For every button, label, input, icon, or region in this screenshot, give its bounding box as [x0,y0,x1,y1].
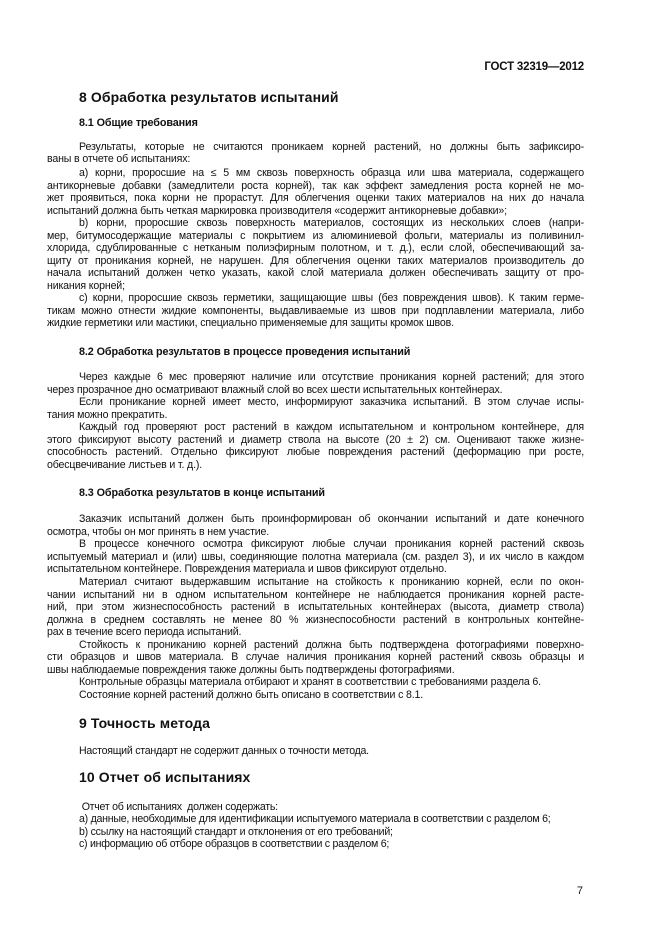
paragraph-line: b) корни, проросшие сквозь поверхность материалов, состоящих из нескольких слоев (напри- [79,217,584,229]
paragraph-line: осмотра, чтобы он мог принять в нем участие. [47,526,270,538]
paragraph-line: испытаний должна быть четкая маркировка производителя «содержит антикорневые добавки»; [47,205,507,217]
paragraph-line: испытательном контейнере. Повреждения материала и швов фиксируют отдельно. [47,563,447,575]
paragraph-line: Состояние корней растений должно быть описано в соответствии с 8.1. [79,689,424,701]
paragraph-line: Стойкость к прониканию корней растений должна быть подтверждена фотографиями поверхно- [79,639,584,651]
paragraph-line: Через каждые 6 мес проверяют наличие или отсутствие проникания корней растений; для этого [79,371,584,383]
paragraph-line: должна в среднем составлять не менее 80 % жизнеспособности растений в контрольных контейне- [47,614,584,626]
paragraph-line: тания можно прекратить. [47,409,168,421]
paragraph-line: хлорида, сдублированные с нетканым полиэфирным полотном, и т. д.), если слой, обеспечивающий за- [47,242,584,254]
section-8-title: 8 Обработка результатов испытаний [79,89,339,105]
section-8-2-title: 8.2 Обработка результатов в процессе проведения испытаний [79,346,411,358]
paragraph-line: антикорневые добавки (замедлители роста корней), так как эффект замедления роста корней не мо- [47,180,584,192]
list-item: а) данные, необходимые для идентификации испытуемого материала в соответствии с разделом 6; [79,813,551,825]
paragraph-line: ний, при этом жизнеспособность растений в испытательных контейнерах (высота, диаметр ствола) [47,601,584,613]
paragraph-line: жет проявиться, пока корни не прорастут. Для облегчения оценки таких материалов на них до начала [47,192,584,204]
paragraph-line: испытуемый материал и (или) швы, соединяющие полотна материала (см. раздел 3), и их число в каждом [47,551,584,563]
paragraph-line: жидкие герметики или мастики, специально применяемые для защиты кромок швов. [47,317,454,329]
paragraph-line: способность растений. Отдельно фиксируют любые повреждения растений (деформацию при росте, [47,446,584,458]
list-item: с) информацию об отборе образцов в соответствии с разделом 6; [79,838,390,850]
paragraph-line: Контрольные образцы материала отбирают и хранят в соответствии с требованиями раздела 6. [79,676,541,688]
document-id-header: ГОСТ 32319—2012 [484,61,584,73]
paragraph-line: мер, битумосодержащие материалы с покрытием из алюминиевой фольги, материалы из поливинил- [47,230,584,242]
paragraph-line: Результаты, которые не считаются проникаем корней растений, но должны быть зафиксиро- [79,141,584,153]
section-8-3-title: 8.3 Обработка результатов в конце испытаний [79,487,325,499]
paragraph-line: обесцвечивание листьев и т. д.). [47,459,203,471]
paragraph-line: с) корни, проросшие сквозь герметики, защищающие швы (без повреждения швов). К таким герме- [79,292,584,304]
paragraph-line: никания корней; [47,280,125,292]
paragraph-line: щиту от проникания корней, не нарушен. Для облегчения оценки таких материалов производитель до [47,255,584,267]
paragraph-line: Если проникание корней имеет место, информируют заказчика испытаний. В этом случае испы- [79,396,584,408]
paragraph-line: через прозрачное дно осматривают влажный слой во всех шести испытательных контейнерах. [47,384,503,396]
paragraph-line: а) корни, проросшие на ≤ 5 мм сквозь поверхность образца или шва материала, содержащего [79,167,584,179]
page-number: 7 [576,885,583,897]
section-10-title: 10 Отчет об испытаниях [79,769,251,785]
paragraph-line: сти образцов и швов материала. В случае наличия проникания корней растений сквозь образцы и [47,651,584,663]
paragraph-line: Каждый год проверяют рост растений в каждом испытательном и контрольном контейнере, для [79,421,584,433]
paragraph-line: швы наблюдаемые повреждения также должны быть подтверждены фотографиями. [47,664,455,676]
paragraph-line: чании испытаний ни в одном испытательном контейнере не наблюдается проникания корней расте- [47,589,584,601]
paragraph-line: Заказчик испытаний должен быть проинформирован об окончании испытаний и дате конечного [79,513,584,525]
paragraph-line: рах в течение всего периода испытаний. [47,626,242,638]
paragraph-line: ваны в отчете об испытаниях: [47,153,191,165]
list-item: b) ссылку на настоящий стандарт и отклонения от его требований; [79,826,393,838]
section-9-title: 9 Точность метода [79,715,211,731]
section-10-intro: Отчет об испытаниях должен содержать: [79,801,278,813]
paragraph-line: В процессе конечного осмотра фиксируют любые случаи проникания корней растений сквозь [79,538,584,550]
section-8-1-title: 8.1 Общие требования [79,117,198,129]
paragraph-line: начала испытаний должен четко указать, какой слой материала должен обеспечивать защиту от про- [47,267,584,279]
section-9-text: Настоящий стандарт не содержит данных о точности метода. [79,745,369,757]
paragraph-line: этого фиксируют высоту растений и диаметр ствола на высоте (20 ± 2) см. Оценивают также жизне- [47,434,584,446]
paragraph-line: Материал считают выдержавшим испытание на стойкость к прониканию корней, если по окон- [79,576,584,588]
paragraph-line: тикам можно отнести жидкие компоненты, выдавливаемые из швов при подплавлении материала, либо [47,305,584,317]
